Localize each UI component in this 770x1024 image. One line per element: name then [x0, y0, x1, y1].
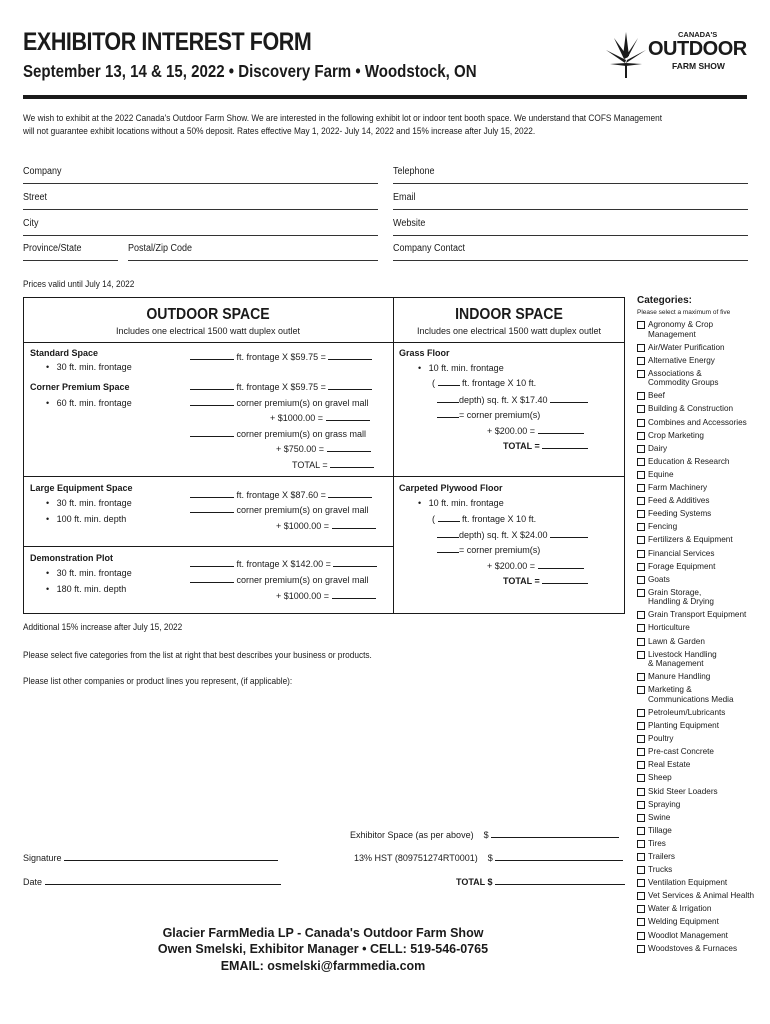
category-item[interactable]	[637, 637, 762, 647]
category-checkbox[interactable]	[637, 563, 645, 571]
category-checkbox[interactable]	[637, 651, 645, 659]
category-label	[648, 562, 715, 572]
category-item[interactable]	[637, 773, 762, 783]
category-label	[648, 917, 719, 927]
category-label	[648, 747, 714, 757]
large-space-label: Large Equipment Space	[30, 483, 133, 493]
prices-valid-note: Prices valid until July 14, 2022	[23, 279, 135, 289]
category-checkbox[interactable]	[637, 866, 645, 874]
category-item[interactable]	[637, 826, 762, 836]
signature-field[interactable]: Signature	[23, 851, 278, 866]
grass-bullet-1: • 10 ft. min. frontage	[418, 363, 504, 373]
category-checkbox[interactable]	[637, 932, 645, 940]
logo-text-small: CANADA'S	[678, 30, 718, 39]
website-label: Website	[393, 218, 426, 229]
grass-line-3[interactable]: = corner premium(s)	[437, 408, 540, 423]
category-label	[648, 356, 715, 366]
category-item[interactable]	[637, 496, 762, 506]
maple-leaf-icon	[606, 30, 646, 80]
category-label	[648, 760, 690, 770]
category-checkbox[interactable]	[637, 458, 645, 466]
category-label	[648, 623, 690, 633]
category-item[interactable]	[637, 444, 762, 454]
category-label	[648, 483, 707, 493]
category-label	[648, 813, 670, 823]
category-checkbox[interactable]	[637, 392, 645, 400]
corner-line-2[interactable]: corner premium(s) on gravel mall	[190, 396, 369, 411]
street-field[interactable]	[23, 192, 378, 210]
category-checkbox[interactable]	[637, 774, 645, 782]
grass-total[interactable]: TOTAL =	[503, 439, 588, 454]
plywood-line-4[interactable]: + $200.00 =	[487, 559, 584, 574]
category-checkbox[interactable]	[637, 892, 645, 900]
category-checkbox[interactable]	[637, 918, 645, 926]
category-label-line: Forage Equipment	[648, 561, 716, 571]
date-field[interactable]: Date	[23, 875, 281, 890]
category-label	[648, 944, 737, 954]
category-checkbox[interactable]	[637, 576, 645, 584]
category-item[interactable]	[637, 320, 762, 339]
category-label	[648, 672, 710, 682]
category-checkbox[interactable]	[637, 748, 645, 756]
category-label-line: Combines and Accessories	[648, 417, 747, 427]
large-line-3[interactable]: + $1000.00 =	[276, 519, 376, 534]
category-label	[648, 522, 677, 532]
category-label-line: Education & Research	[648, 456, 730, 466]
category-checkbox[interactable]	[637, 879, 645, 887]
category-label-line: Grain Transport Equipment	[648, 610, 747, 620]
email-field[interactable]	[393, 192, 748, 210]
category-item[interactable]	[637, 369, 762, 388]
city-label: City	[23, 218, 39, 229]
corner-total[interactable]: TOTAL =	[292, 458, 374, 473]
corner-line-5[interactable]: + $750.00 =	[276, 442, 371, 457]
category-item[interactable]	[637, 904, 762, 914]
category-item[interactable]	[637, 747, 762, 757]
category-label	[648, 685, 734, 704]
category-label	[648, 320, 713, 339]
category-label-line: Commodity Groups	[648, 378, 719, 388]
category-item[interactable]	[637, 839, 762, 849]
category-label-line: Handling & Drying	[648, 597, 714, 607]
category-item[interactable]	[637, 672, 762, 682]
category-label-line: Air/Water Purification	[648, 342, 725, 352]
company-contact-label: Company Contact	[393, 243, 466, 254]
category-label-line: Communications Media	[648, 694, 734, 704]
category-label-line: Planting Equipment	[648, 721, 720, 731]
category-item[interactable]	[637, 760, 762, 770]
category-label	[648, 800, 680, 810]
demo-plot-label: Demonstration Plot	[30, 553, 114, 563]
category-item[interactable]	[637, 343, 762, 353]
corner-space-label: Corner Premium Space	[30, 382, 130, 392]
large-bullet-1: • 30 ft. min. frontage	[46, 498, 132, 508]
category-item[interactable]	[637, 852, 762, 862]
category-label	[648, 734, 673, 744]
category-item[interactable]	[637, 562, 762, 572]
company-field[interactable]	[23, 166, 378, 184]
category-item[interactable]	[637, 483, 762, 493]
category-item[interactable]	[637, 391, 762, 401]
plywood-line-2[interactable]: depth) sq. ft. X $24.00	[437, 528, 588, 543]
category-checkbox[interactable]	[637, 370, 645, 378]
category-label-line: Alternative Energy	[648, 355, 715, 365]
corner-bullet-1: • 60 ft. min. frontage	[46, 398, 132, 408]
outdoor-subtitle: Includes one electrical 1500 watt duplex outlet	[115, 326, 301, 336]
category-label	[648, 773, 672, 783]
category-label-line: Marketing &	[648, 685, 692, 695]
corner-line-1[interactable]: ft. frontage X $59.75 =	[190, 380, 372, 395]
category-label	[648, 865, 672, 875]
company-contact-field[interactable]	[393, 243, 748, 261]
category-checkbox[interactable]	[637, 624, 645, 632]
category-label-line: Fencing	[648, 522, 678, 532]
category-label-line: Grain Storage,	[648, 587, 702, 597]
category-item[interactable]	[637, 535, 762, 545]
category-label-line: Fertilizers & Equipment	[648, 535, 733, 545]
category-label-line: Trucks	[648, 865, 673, 875]
category-checkbox[interactable]	[637, 589, 645, 597]
grass-line-2[interactable]: depth) sq. ft. X $17.40	[437, 393, 588, 408]
grass-floor-label: Grass Floor	[399, 348, 450, 358]
category-item[interactable]	[637, 356, 762, 366]
category-checkbox[interactable]	[637, 945, 645, 953]
category-checkbox[interactable]	[637, 497, 645, 505]
street-label: Street	[23, 192, 48, 203]
corner-line-4[interactable]: corner premium(s) on grass mall	[190, 427, 366, 442]
category-label-line: Water & Irrigation	[648, 904, 712, 914]
category-label-line: Tires	[648, 838, 666, 848]
email-label: Email	[393, 192, 416, 203]
telephone-field[interactable]	[393, 166, 748, 184]
category-label	[648, 610, 746, 620]
category-label	[648, 878, 727, 888]
category-label-line: Financial Services	[648, 548, 715, 558]
hst-row[interactable]: 13% HST (809751274RT0001) $	[354, 851, 623, 866]
table-row-rule	[23, 546, 393, 547]
category-label-line: Real Estate	[648, 760, 691, 770]
show-logo	[606, 28, 756, 82]
category-checkbox[interactable]	[637, 827, 645, 835]
category-item[interactable]	[637, 917, 762, 927]
category-item[interactable]	[637, 931, 762, 941]
large-line-2[interactable]: corner premium(s) on gravel mall	[190, 503, 369, 518]
category-label-line: Woodstoves & Furnaces	[648, 943, 738, 953]
company-label: Company	[23, 166, 62, 177]
category-checkbox[interactable]	[637, 801, 645, 809]
standard-space-label: Standard Space	[30, 348, 99, 358]
category-item[interactable]	[637, 509, 762, 519]
category-label	[648, 891, 754, 901]
logo-text-farm: FARM SHOW	[672, 61, 725, 71]
category-label	[648, 637, 705, 647]
category-item[interactable]	[637, 813, 762, 823]
category-label	[648, 852, 675, 862]
category-label	[648, 650, 717, 669]
telephone-label: Telephone	[393, 166, 435, 177]
plywood-total[interactable]: TOTAL =	[503, 574, 588, 589]
table-divider	[393, 297, 394, 614]
province-label: Province/State	[23, 243, 82, 254]
total-row[interactable]: TOTAL $	[456, 875, 625, 890]
footer-company: Glacier FarmMedia LP - Canada's Outdoor Farm Show	[162, 926, 484, 940]
category-label	[648, 509, 711, 519]
category-label-line: Building & Construction	[648, 404, 734, 414]
category-label	[648, 431, 704, 441]
indoor-title: INDOOR SPACE	[455, 306, 563, 323]
category-label-line: Manure Handling	[648, 672, 711, 682]
corner-line-3[interactable]: + $1000.00 =	[270, 411, 370, 426]
province-field[interactable]	[23, 243, 118, 261]
category-label	[648, 535, 733, 545]
category-label	[648, 588, 714, 607]
category-checkbox[interactable]	[637, 536, 645, 544]
category-item[interactable]	[637, 610, 762, 620]
category-label-line: Sheep	[648, 773, 672, 783]
page-title: EXHIBITOR INTEREST FORM	[23, 28, 312, 56]
category-label	[648, 787, 718, 797]
categories-heading: Categories:	[637, 295, 693, 306]
category-item[interactable]	[637, 721, 762, 731]
category-item[interactable]	[637, 457, 762, 467]
demo-bullet-1: • 30 ft. min. frontage	[46, 568, 132, 578]
category-item[interactable]	[637, 944, 762, 954]
select-note: Please select five categories from the list at right that best describes your business or products.	[23, 650, 372, 660]
category-label	[648, 444, 667, 454]
postal-label: Postal/Zip Code	[128, 243, 193, 254]
category-checkbox[interactable]	[637, 445, 645, 453]
category-item[interactable]	[637, 418, 762, 428]
category-checkbox[interactable]	[637, 761, 645, 769]
categories-note: Please select a maximum of five	[637, 309, 731, 316]
category-label	[648, 470, 674, 480]
table-header-rule	[23, 342, 625, 343]
footer-email[interactable]: EMAIL: osmelski@farmmedia.com	[220, 959, 426, 973]
footer-manager: Owen Smelski, Exhibitor Manager • CELL: 519-546-0765	[157, 942, 489, 956]
header-rule	[23, 95, 747, 99]
categories-list	[637, 320, 762, 957]
category-label	[648, 391, 665, 401]
category-label-line: Poultry	[648, 734, 674, 744]
category-label-line: Pre-cast Concrete	[648, 747, 714, 757]
category-item[interactable]	[637, 623, 762, 633]
category-item[interactable]	[637, 575, 762, 585]
category-label	[648, 904, 711, 914]
category-checkbox[interactable]	[637, 344, 645, 352]
category-item[interactable]	[637, 708, 762, 718]
category-item[interactable]	[637, 787, 762, 797]
large-line-1[interactable]: ft. frontage X $87.60 =	[190, 488, 372, 503]
category-label-line: Livestock Handling	[648, 649, 717, 659]
category-label	[648, 575, 670, 585]
category-checkbox[interactable]	[637, 853, 645, 861]
category-label-line: Equine	[648, 469, 674, 479]
category-checkbox[interactable]	[637, 814, 645, 822]
category-checkbox[interactable]	[637, 357, 645, 365]
exhibitor-space-row[interactable]: Exhibitor Space (as per above) $	[350, 828, 619, 843]
category-label-line: Farm Machinery	[648, 483, 708, 493]
category-label	[648, 708, 725, 718]
demo-line-1[interactable]: ft. frontage X $142.00 =	[190, 557, 377, 572]
category-item[interactable]	[637, 431, 762, 441]
category-label	[648, 549, 714, 559]
category-item[interactable]	[637, 588, 762, 607]
category-label-line: Swine	[648, 812, 671, 822]
category-checkbox[interactable]	[637, 611, 645, 619]
demo-line-3[interactable]: + $1000.00 =	[276, 589, 376, 604]
table-row-rule	[23, 476, 625, 477]
category-label-line: Management	[648, 329, 696, 339]
category-item[interactable]	[637, 404, 762, 414]
standard-bullet-1: • 30 ft. min. frontage	[46, 362, 132, 372]
category-item[interactable]	[637, 685, 762, 704]
category-checkbox[interactable]	[637, 673, 645, 681]
category-label	[648, 826, 672, 836]
category-label	[648, 369, 719, 388]
category-checkbox[interactable]	[637, 484, 645, 492]
category-label-line: Petroleum/Lubricants	[648, 707, 726, 717]
category-checkbox[interactable]	[637, 523, 645, 531]
page-subtitle: September 13, 14 & 15, 2022 • Discovery Farm • Woodstock, ON	[23, 61, 477, 81]
category-checkbox[interactable]	[637, 709, 645, 717]
category-item[interactable]	[637, 470, 762, 480]
category-label-line: Lawn & Garden	[648, 636, 705, 646]
category-item[interactable]	[637, 522, 762, 532]
category-checkbox[interactable]	[637, 840, 645, 848]
category-checkbox[interactable]	[637, 686, 645, 694]
grass-line-1[interactable]: ( ft. frontage X 10 ft.	[432, 378, 537, 388]
category-checkbox[interactable]	[637, 432, 645, 440]
category-checkbox[interactable]	[637, 722, 645, 730]
postal-field[interactable]	[128, 243, 378, 261]
category-checkbox[interactable]	[637, 405, 645, 413]
category-checkbox[interactable]	[637, 905, 645, 913]
intro-paragraph: We wish to exhibit at the 2022 Canada's Outdoor Farm Show. We are interested in the following exhibit lot or indoor tent booth space. We understand that COFS Management will not guarantee exhibit locations without a 50% deposit. Rates effective May 1, 2022- July 14, 2022 and 15% increase after July 15, 2022.	[23, 113, 663, 136]
category-checkbox[interactable]	[637, 510, 645, 518]
category-checkbox[interactable]	[637, 788, 645, 796]
plywood-line-1[interactable]: ( ft. frontage X 10 ft.	[432, 514, 537, 524]
category-label	[648, 931, 728, 941]
city-field[interactable]	[23, 218, 378, 236]
category-label-line: Ventilation Equipment	[648, 878, 728, 888]
category-item[interactable]	[637, 734, 762, 744]
category-checkbox[interactable]	[637, 471, 645, 479]
category-checkbox[interactable]	[637, 419, 645, 427]
category-label-line: Feed & Additives	[648, 496, 710, 506]
category-label-line: Agronomy & Crop	[648, 320, 714, 329]
category-label-line: Skid Steer Loaders	[648, 786, 718, 796]
plywood-line-3[interactable]: = corner premium(s)	[437, 543, 540, 558]
demo-line-2[interactable]: corner premium(s) on gravel mall	[190, 573, 369, 588]
category-label	[648, 343, 725, 353]
category-label	[648, 418, 747, 428]
category-label-line: Dairy	[648, 443, 668, 453]
grass-line-4[interactable]: + $200.00 =	[487, 424, 584, 439]
indoor-subtitle: Includes one electrical 1500 watt duplex outlet	[416, 326, 602, 336]
list-other-note: Please list other companies or product lines you represent, (if applicable):	[23, 676, 293, 686]
large-bullet-2: • 100 ft. min. depth	[46, 514, 127, 524]
category-label-line: & Management	[648, 659, 704, 669]
category-label-line: Goats	[648, 574, 670, 584]
category-label-line: Woodlot Management	[648, 930, 728, 940]
category-item[interactable]	[637, 878, 762, 888]
category-item[interactable]	[637, 549, 762, 559]
category-label-line: Welding Equipment	[648, 917, 719, 927]
category-checkbox[interactable]	[637, 321, 645, 329]
category-label	[648, 404, 733, 414]
increase-note: Additional 15% increase after July 15, 2022	[23, 622, 183, 632]
category-label-line: Beef	[648, 391, 665, 401]
standard-line-1[interactable]: ft. frontage X $59.75 =	[190, 350, 372, 365]
category-label-line: Associations &	[648, 368, 702, 378]
demo-bullet-2: • 180 ft. min. depth	[46, 584, 127, 594]
category-item[interactable]	[637, 891, 762, 901]
category-label	[648, 457, 729, 467]
plywood-bullet-1: • 10 ft. min. frontage	[418, 498, 504, 508]
category-item[interactable]	[637, 650, 762, 669]
category-label-line: Feeding Systems	[648, 509, 712, 519]
category-label-line: Horticulture	[648, 623, 690, 633]
category-label-line: Trailers	[648, 851, 675, 861]
category-checkbox[interactable]	[637, 550, 645, 558]
category-checkbox[interactable]	[637, 735, 645, 743]
plywood-floor-label: Carpeted Plywood Floor	[399, 483, 503, 493]
category-checkbox[interactable]	[637, 638, 645, 646]
logo-text-big: OUTDOOR	[648, 38, 747, 60]
category-label	[648, 721, 719, 731]
outdoor-title: OUTDOOR SPACE	[146, 306, 270, 323]
category-label-line: Spraying	[648, 799, 681, 809]
category-item[interactable]	[637, 865, 762, 875]
category-label-line: Crop Marketing	[648, 430, 704, 440]
category-label-line: Vet Services & Animal Health	[648, 891, 755, 901]
website-field[interactable]	[393, 218, 748, 236]
category-label-line: Tillage	[648, 825, 672, 835]
category-item[interactable]	[637, 800, 762, 810]
category-label	[648, 839, 666, 849]
category-label	[648, 496, 709, 506]
